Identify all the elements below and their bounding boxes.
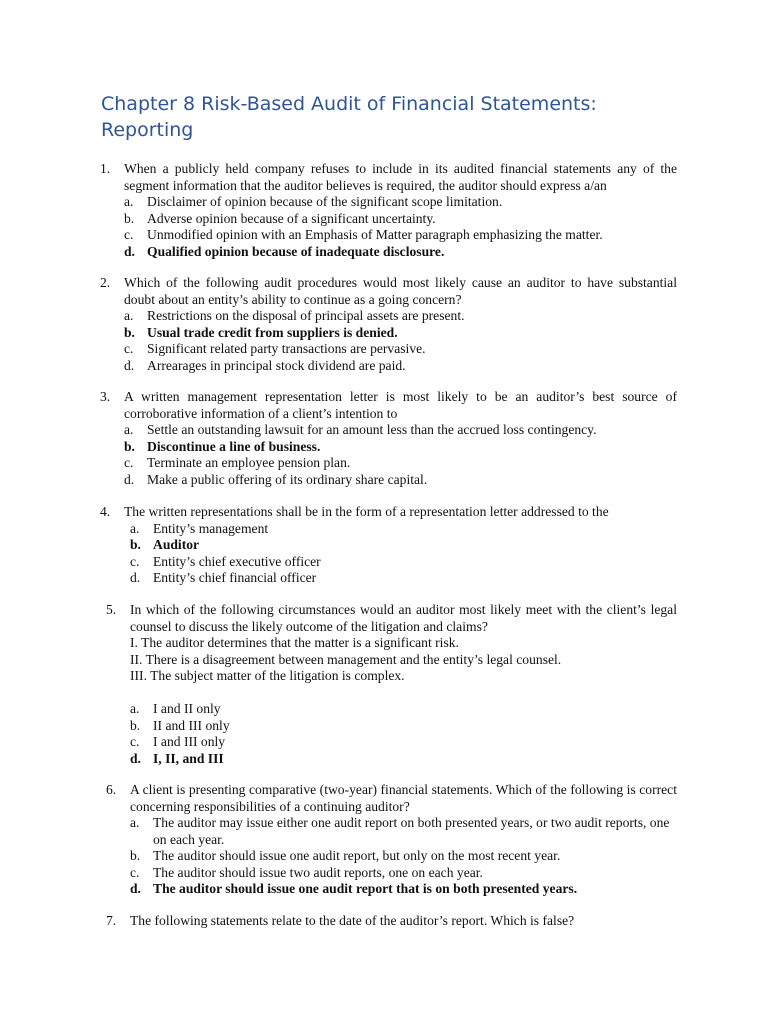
- question-6: [100, 782, 677, 898]
- question-1: [100, 161, 677, 260]
- question-number: 3.: [100, 389, 111, 404]
- question-text: When a publicly held company refuses to include in its audited financial statements any of the segment information that the auditor believes is required, the auditor should express a/an: [124, 161, 677, 193]
- question-number: 1.: [100, 161, 111, 176]
- option-c: c. I and III only: [130, 734, 226, 749]
- option-c: c. Unmodified opinion with an Emphasis of Matter paragraph emphasizing the matter.: [124, 227, 603, 242]
- option-d-correct: d. Qualified opinion because of inadequate disclosure.: [124, 243, 445, 259]
- question-3: [100, 389, 677, 488]
- option-b: b. The auditor should issue one audit report, but only on the most recent year.: [130, 848, 561, 863]
- option-d-correct: d. I, II, and III: [130, 750, 224, 766]
- option-b: b. II and III only: [130, 717, 230, 733]
- option-a: a. Settle an outstanding lawsuit for an amount less than the accrued loss contingency.: [124, 422, 597, 437]
- question-2: [100, 275, 677, 374]
- question-number: 7.: [106, 913, 117, 928]
- question-number: 6.: [106, 782, 117, 797]
- option-a: a. Entity’s management: [130, 520, 269, 536]
- answer-options: [100, 194, 677, 260]
- question-text: The following statements relate to the date of the auditor’s report. Which is false?: [130, 913, 575, 928]
- option-b: b. Adverse opinion because of a significant uncertainty.: [124, 210, 436, 226]
- question-text: A client is presenting comparative (two-year) financial statements. Which of the following is correct concerning responsibilities of a continuing auditor?: [130, 782, 677, 814]
- answer-options: [100, 521, 677, 587]
- statement-3: III. The subject matter of the litigation is complex.: [130, 668, 405, 683]
- question-text: The written representations shall be in the form of a representation letter addressed to the: [124, 504, 609, 519]
- answer-options: [100, 308, 677, 374]
- question-text: A written management representation letter is most likely to be an auditor’s best source of corroborative information of a client’s intention to: [124, 389, 677, 421]
- question-5: [100, 602, 677, 767]
- question-7: [100, 913, 677, 930]
- option-a: a. Restrictions on the disposal of principal assets are present.: [124, 308, 465, 323]
- option-c: c. The auditor should issue two audit reports, one on each year.: [130, 864, 483, 880]
- answer-options: [100, 815, 677, 898]
- statement-1: I. The auditor determines that the matter is a significant risk.: [130, 635, 459, 650]
- option-c: c. Terminate an employee pension plan.: [124, 455, 351, 470]
- statement-2: II. There is a disagreement between management and the entity’s legal counsel.: [130, 651, 562, 667]
- question-number: 4.: [100, 504, 111, 519]
- question-text: Which of the following audit procedures would most likely cause an auditor to have substantial doubt about an entity’s ability to continue as a going concern?: [124, 275, 677, 307]
- page-title: Chapter 8 Risk-Based Audit of Financial Statements: Reporting: [101, 93, 597, 141]
- question-number: 2.: [100, 275, 111, 290]
- option-c: c. Significant related party transactions are pervasive.: [124, 341, 426, 356]
- question-4: [100, 504, 677, 587]
- option-b-correct: b. Usual trade credit from suppliers is denied.: [124, 324, 398, 340]
- option-b-correct: b. Discontinue a line of business.: [124, 438, 321, 454]
- option-c: c. Entity’s chief executive officer: [130, 553, 321, 569]
- option-d: d. Arrearages in principal stock dividend are paid.: [124, 357, 406, 373]
- option-d-correct: d. The auditor should issue one audit report that is on both presented years.: [130, 881, 578, 896]
- answer-options: [100, 701, 677, 767]
- question-text: In which of the following circumstances would an auditor most likely meet with the client’s legal counsel to discuss the likely outcome of the litigation and claims?: [130, 602, 677, 634]
- option-a: a. The auditor may issue either one audit report on both presented years, or two audit reports, one on each year.: [130, 815, 670, 847]
- option-d: d. Make a public offering of its ordinary share capital.: [124, 471, 428, 487]
- answer-options: [100, 422, 677, 488]
- question-number: 5.: [106, 602, 117, 617]
- option-a: a. I and II only: [130, 701, 221, 716]
- option-a: a. Disclaimer of opinion because of the significant scope limitation.: [124, 194, 503, 209]
- option-d: d. Entity’s chief financial officer: [130, 570, 317, 585]
- option-b-correct: b. Auditor: [130, 537, 200, 552]
